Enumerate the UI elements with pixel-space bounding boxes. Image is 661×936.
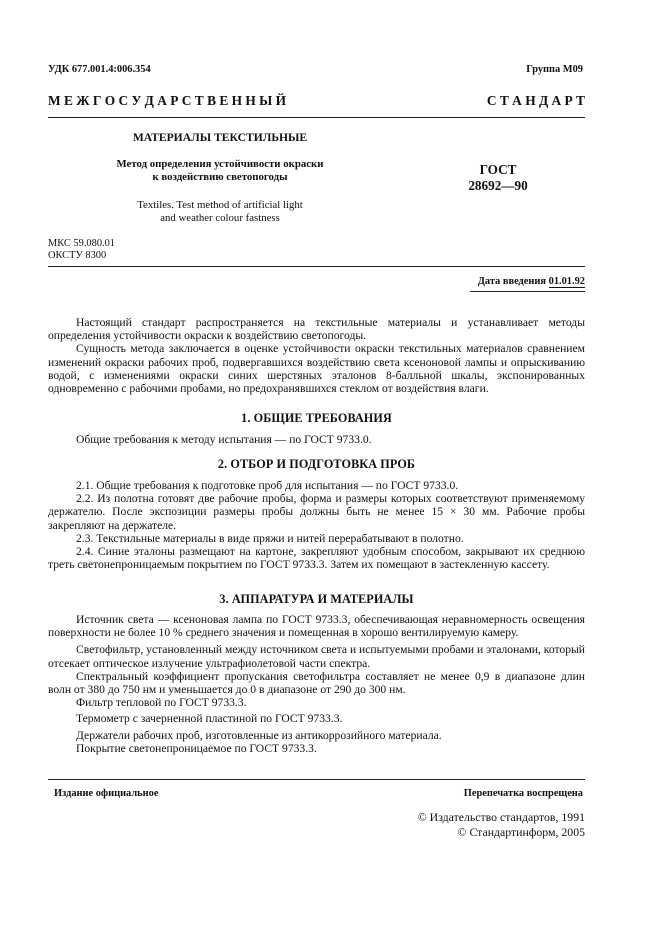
section-paragraph: Фильтр тепловой по ГОСТ 9733.3. [76, 696, 247, 710]
section-2-body [48, 479, 585, 571]
udk-code: УДК 677.001.4:006.354 [48, 64, 151, 75]
section-paragraph: Спектральный коэффициент пропускания светофильтра составляет не менее 0,9 в диапазоне длин волн от 380 до 750 нм и уменьшается до 0 в диапазоне от 290 до 300 нм. [48, 669, 585, 697]
date-intro [478, 276, 585, 287]
standard-banner [48, 93, 585, 109]
section-1-title: 1. ОБЩИЕ ТРЕБОВАНИЯ [241, 411, 392, 425]
section-3-body [48, 613, 585, 755]
date-intro-label: Дата введения [477, 276, 547, 287]
method-title [96, 158, 344, 185]
reprint-notice: Перепечатка воспрещена [463, 788, 583, 799]
section-paragraph: Общие требования к методу испытания — по ГОСТ 9733.0. [76, 433, 372, 446]
section-paragraph: 2.4. Синие эталоны размещают на картоне, закрепляют удобным способом, закрывают их среднюю треть светонепроницаемым покрытием по ГОСТ 9733.3. Затем их помещают в застекленную кассету. [48, 545, 585, 572]
official-edition: Издание официальное [54, 788, 159, 799]
section-2-title: 2. ОТБОР И ПОДГОТОВКА ПРОБ [217, 457, 416, 471]
intro-paragraph: Сущность метода заключается в оценке устойчивости окраски текстильных материалов сравнением изменений окраски рабочих проб, подвергавшихся воздействию света ксеноновой лампы и опрыскиванию водой, с изменениями окраски синих шерстяных эталонов 8-балльной шкалы, экспонированных одновременно с рабочими пробами, но предохранявшихся стеклом от воздействия влаги. [48, 342, 585, 396]
section-paragraph: 2.2. Из полотна готовят две рабочие пробы, форма и размеры которых соответствуют применяемому держателю. После экспозиции размеры пробы должны быть не менее 15 × 30 мм. Рабочие пробы закрепляют на держателе. [48, 492, 585, 532]
section-paragraph: Термометр с зачерненной пластиной по ГОСТ 9733.3. [76, 712, 343, 726]
banner-right-word: С Т А Н Д А Р Т [486, 93, 585, 108]
date-intro-value: 01.01.92 [548, 276, 585, 287]
gost-number: 28692—90 [468, 178, 528, 193]
copyright-2: © Стандартинформ, 2005 [457, 824, 585, 839]
gost-label: ГОСТ [479, 162, 517, 177]
document-title: МАТЕРИАЛЫ ТЕКСТИЛЬНЫЕ [132, 131, 308, 144]
footer-divider [48, 779, 585, 780]
header-divider [48, 117, 585, 118]
mks-code: МКС 59.080.01 [48, 238, 116, 249]
english-title [96, 199, 344, 226]
english-title-line2: and weather colour fastness [160, 212, 280, 225]
intro-block [48, 316, 585, 395]
copyright-1: © Издательство стандартов, 1991 [417, 810, 585, 824]
section-paragraph: Покрытие светонепроницаемое по ГОСТ 9733.3. [76, 741, 317, 755]
section-paragraph: Светофильтр, установленный между источником света и испытуемыми пробами и эталонами, который отсекает оптическое излучение ультрафиолетовой части спектра. [48, 643, 585, 670]
group-code: Группа М09 [526, 64, 583, 75]
section-paragraph: 2.3. Текстильные материалы в виде пряжи и нитей перерабатывают в полотно. [76, 531, 464, 545]
section-1-body [48, 433, 585, 446]
banner-left-word: М Е Ж Г О С У Д А Р С Т В Е Н Н Ы Й [48, 93, 287, 108]
english-title-line1: Textiles. Test method of artificial light [137, 199, 303, 211]
section-paragraph: Источник света — ксеноновая лампа по ГОСТ 9733.3, обеспечивающая неравномерность освещения поверхности не более 10 % среднего значения и помещенная в хорошо вентилируемую камеру. [48, 613, 585, 640]
oksty-code: ОКСТУ 8300 [48, 250, 107, 262]
method-title-line1: Метод определения устойчивости окраски [116, 158, 324, 170]
section-paragraph: 2.1. Общие требования к подготовке проб для испытания — по ГОСТ 9733.0. [76, 479, 459, 492]
section-3-title: 3. АППАРАТУРА И МАТЕРИАЛЫ [219, 592, 414, 606]
gost-designation [448, 162, 548, 194]
intro-paragraph: Настоящий стандарт распространяется на текстильные материалы и устанавливает методы определения устойчивости окраски к воздействию светопогоды. [48, 316, 585, 343]
copyright-block [418, 810, 585, 839]
method-title-line2: к воздействию светопогоды [152, 171, 288, 184]
section-paragraph: Держатели рабочих проб, изготовленные из антикоррозийного материала. [76, 728, 442, 742]
date-divider [470, 291, 585, 292]
codes-divider [48, 266, 585, 267]
classification-codes [48, 238, 115, 263]
